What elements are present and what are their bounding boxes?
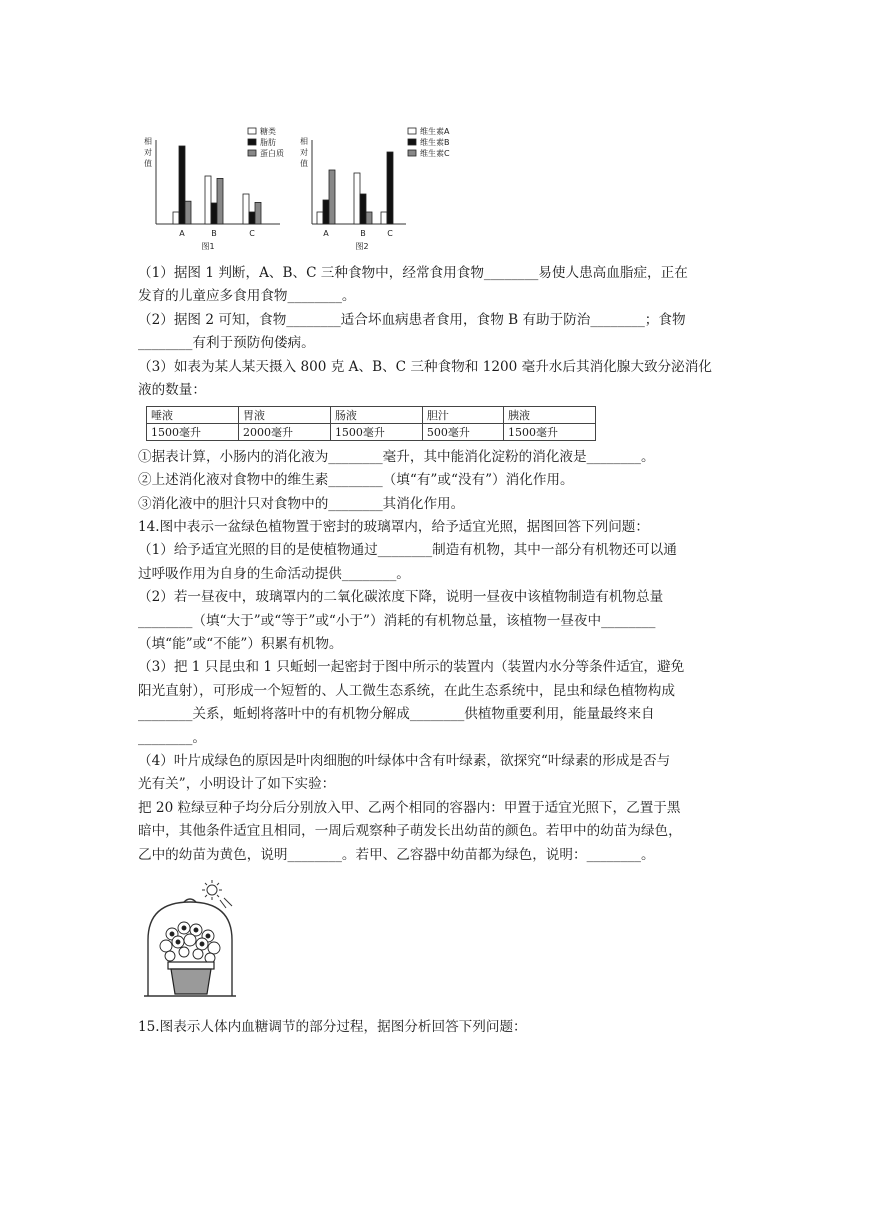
x-tick-label: B: [211, 229, 217, 238]
q13-p1a: （1）据图 1 判断，A、B、C 三种食物中，经常食用食物________易使人患高血脂症，正在: [138, 265, 688, 281]
y-axis-label-char: 值: [144, 159, 152, 168]
table-cell: 2000毫升: [238, 424, 330, 441]
bar: [381, 212, 387, 224]
table-header-cell: 肠液: [330, 407, 422, 424]
table-header-cell: 唾液: [147, 407, 239, 424]
table-header-cell: 胆汁: [422, 407, 503, 424]
bar: [255, 202, 261, 224]
q14-p2c: （填“能”或“不能”）积累有机物。: [138, 636, 343, 653]
q14-p3a: （3）把 1 只昆虫和 1 只蚯蚓一起密封于图中所示的装置内（装置内水分等条件适宜，避免: [138, 659, 685, 676]
y-axis-label-char: 对: [300, 148, 308, 157]
charts-svg: [144, 122, 478, 257]
q15-intro: 15.图表示人体内血糖调节的部分过程，据图分析回答下列问题：: [138, 1019, 527, 1035]
y-axis-label-char: 相: [144, 137, 152, 146]
bar: [185, 201, 191, 224]
q14-p4e: 乙中的幼苗为黄色，说明________。若甲、乙容器中幼苗都为绿色，说明：________。: [138, 846, 655, 863]
table-cell: 1500毫升: [147, 424, 239, 441]
bar: [323, 200, 329, 224]
q14-p4b: 光有关”，小明设计了如下实验：: [138, 776, 336, 793]
secretion-table: [146, 406, 596, 441]
q13-part1: [138, 262, 738, 402]
legend-entry: 糖类: [260, 127, 276, 136]
table-header-cell: 胃液: [238, 407, 330, 424]
legend-swatch: [248, 150, 256, 156]
q13-p3a: （3）如表为某人某天摄入 800 克 A、B、C 三种食物和 1200 毫升水后其消化腺大致分泌消化: [138, 358, 712, 375]
chart-caption: 图1: [201, 242, 215, 251]
flower-pot-icon: [168, 962, 214, 994]
legend-entry: 蛋白质: [260, 149, 284, 158]
legend-swatch: [408, 139, 416, 145]
table-cell: 500毫升: [422, 424, 503, 441]
bar: [387, 152, 393, 224]
bar: [317, 212, 323, 224]
legend-entry: 维生素A: [420, 127, 450, 136]
bar: [173, 212, 179, 224]
q14-p4d: 暗中，其他条件适宜且相同，一周后观察种子萌发长出幼苗的颜色。若甲中的幼苗为绿色，: [138, 823, 682, 840]
bar: [179, 146, 185, 224]
q13-part2: [138, 446, 738, 516]
table-cell: 1500毫升: [503, 424, 595, 441]
bar: [366, 212, 372, 224]
q14-p4c: 把 20 粒绿豆种子均分后分别放入甲、乙两个相同的容器内：甲置于适宜光照下，乙置于黑: [138, 799, 681, 816]
q14-p1a: （1）给予适宜光照的目的是使植物通过________制造有机物，其中一部分有机物还可以通: [138, 542, 677, 559]
q13-s1: ①据表计算，小肠内的消化液为________毫升，其中能消化淀粉的消化液是________。: [138, 449, 655, 465]
bar: [211, 203, 217, 224]
q14-p4a: （4）叶片成绿色的原因是叶肉细胞的叶绿体中含有叶绿素，欲探究“叶绿素的形成是否与: [138, 753, 671, 770]
q13-p2b: ________有利于预防佝偻病。: [138, 335, 315, 352]
y-axis-label-char: 相: [300, 137, 308, 146]
x-tick-label: C: [387, 229, 393, 238]
bar: [205, 176, 211, 224]
q15-text: [138, 1016, 738, 1039]
q14-intro: 14.图中表示一盆绿色植物置于密封的玻璃罩内，给予适宜光照，据图回答下列问题：: [138, 519, 649, 535]
bar: [329, 170, 335, 224]
legend-entry: 维生素C: [420, 149, 450, 158]
q13-p3b: 液的数量：: [138, 382, 206, 399]
legend-swatch: [408, 150, 416, 156]
bar: [217, 178, 223, 224]
x-tick-label: A: [323, 229, 329, 238]
x-tick-label: C: [249, 229, 255, 238]
legend-swatch: [248, 139, 256, 145]
q14-p3c: ________关系，蚯蚓将落叶中的有机物分解成________供植物重要利用，能量最终来自: [138, 706, 655, 723]
legend-entry: 维生素B: [420, 138, 450, 147]
x-tick-label: B: [360, 229, 366, 238]
q14-text: [138, 516, 738, 867]
table-row: [147, 424, 596, 441]
table-header-row: [147, 407, 596, 424]
y-axis-label-char: 值: [300, 159, 308, 168]
plant-bell-jar-illustration: [140, 878, 240, 1002]
x-tick-label: A: [179, 229, 185, 238]
charts-figure: [144, 122, 478, 257]
q13-s3: ③消化液中的胆汁只对食物中的________其消化作用。: [138, 495, 465, 512]
bar: [243, 194, 249, 224]
q13-p1b: 发育的儿童应多食用食物________。: [138, 288, 356, 305]
q14-p2a: （2）若一昼夜中，玻璃罩内的二氧化碳浓度下降，说明一昼夜中该植物制造有机物总量: [138, 589, 664, 606]
q14-p3b: 阳光直射），可形成一个短暂的、人工微生态系统，在此生态系统中，昆虫和绿色植物构成: [138, 682, 675, 699]
q14-p1b: 过呼吸作用为自身的生命活动提供________。: [138, 565, 410, 582]
bar: [354, 173, 360, 224]
chart-caption: 图2: [355, 242, 369, 251]
q13-p2a: （2）据图 2 可知，食物________适合坏血病患者食用，食物 B 有助于防治________；食物: [138, 311, 686, 328]
bar: [360, 194, 366, 224]
q14-p3d: ________。: [138, 729, 206, 746]
plant-icon: [160, 922, 220, 963]
legend-entry: 脂肪: [260, 138, 276, 147]
table-header-cell: 胰液: [503, 407, 595, 424]
table-cell: 1500毫升: [330, 424, 422, 441]
bar: [249, 212, 255, 224]
legend-swatch: [408, 128, 416, 134]
q13-s2: ②上述消化液对食物中的维生素________（填“有”或“没有”）消化作用。: [138, 472, 574, 489]
legend-swatch: [248, 128, 256, 134]
q14-p2b: ________（填“大于”或“等于”或“小于”）消耗的有机物总量，该植物一昼夜中________: [138, 612, 656, 629]
y-axis-label-char: 对: [144, 148, 152, 157]
